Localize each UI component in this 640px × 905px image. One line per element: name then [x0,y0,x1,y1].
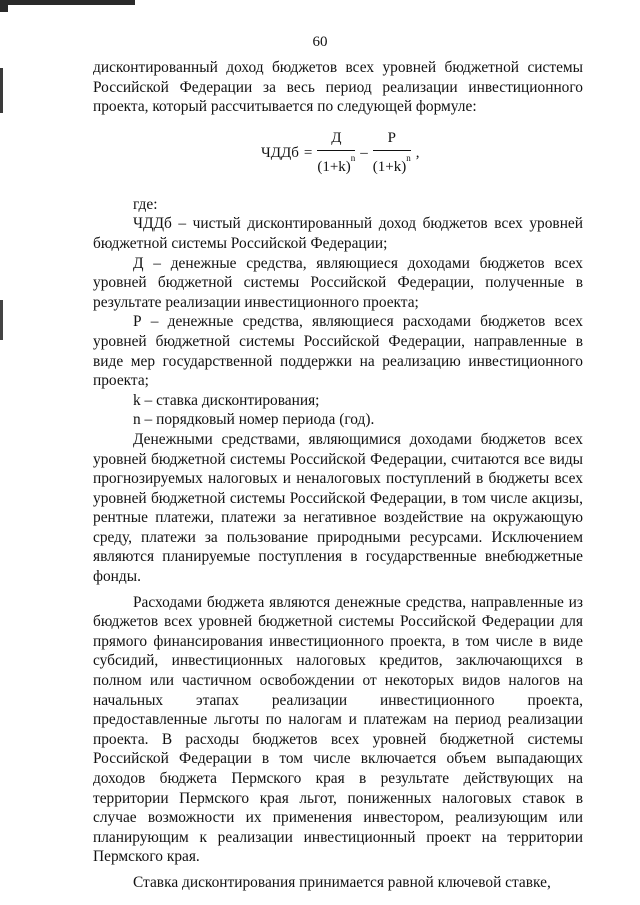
denominator-exponent: n [350,153,356,164]
body-paragraph: Денежными средствами, являющимися доходами бюджетов всех уровней бюджетной системы Российской Федерации, считаются все виды прогнозируемых налоговых и неналоговых поступлений в бюджеты всех уровней бюджетной системы Российской Федерации, в том числе акцизы, рентные платежи, платежи за негативное воздействие на окружающую среду, платежи за пользование природными ресурсами. Исключением являются планируемые поступления в государственные внебюджетные фонды. [93,430,583,586]
page-number: 60 [312,34,328,50]
definition-item: n – порядковый номер периода (год). [133,411,375,429]
fraction-income-numerator: Д [331,129,342,146]
definition-item: Д – денежные средства, являющиеся доходами бюджетов всех уровней бюджетной системы Российской Федерации, полученные в результате реализации инвестиционного проекта; [93,254,583,311]
fraction-expense-denominator [373,151,411,178]
definition-item: Р – денежные средства, являющиеся расходами бюджетов всех уровней бюджетной системы Российской Федерации, направленные в виде мер государственной поддержки на реализацию инвестиционного проекта; [93,313,583,390]
scan-border-left-lower [0,300,3,340]
document-body [93,58,583,893]
scan-border-corner [0,0,8,12]
scan-border-left [0,68,3,113]
body-paragraph: Расходами бюджета являются денежные средства, направленные из бюджетов всех уровней бюджетной системы Российской Федерации для прямого финансирования инвестиционного проекта, в том числе в виде субсидий, инвестиционных налоговых кредитов, заключающихся в полном или частичном освобождении от некоторых видов налогов на начальных этапах реализации инвестиционного проекта, предоставленные льготы по налогам и платежам на период реализации проекта. В расходы бюджетов всех уровней бюджетной системы Российской Федерации в том числе включается объем выпадающих доходов бюджета Пермского края в результате действующих на территории Пермского края льгот, пониженных налоговых ставок в случае возможности их применения инвестором, реализующим или планирующим к реализации инвестиционный проект на территории Пермского края. [93,593,583,866]
definition-item: ЧДДб – чистый дисконтированный доход бюджетов всех уровней бюджетной системы Российской Федерации; [93,215,583,252]
where-label: где: [133,195,158,213]
denominator-exponent: n [406,153,411,164]
definition-item: k – ставка дисконтирования; [133,391,320,409]
fraction-income-denominator [317,151,355,178]
scan-border-top [0,0,135,5]
intro-paragraph: дисконтированный доход бюджетов всех уровней бюджетной системы Российской Федерации за весь период реализации инвестиционного проекта, который рассчитывается по следующей формуле: [93,59,583,116]
denominator-base: (1+k) [372,159,407,176]
formula [261,129,419,178]
fraction-expense-numerator: Р [387,129,396,146]
fraction-income [317,129,355,178]
formula-equals: = [303,144,313,161]
formula-comma: , [415,144,420,161]
fraction-expense [373,129,411,178]
denominator-base: (1+k) [317,159,351,176]
formula-minus: – [360,144,368,161]
body-paragraph: Ставка дисконтирования принимается равной ключевой ставке, [133,873,551,891]
formula-block [93,123,583,195]
formula-lhs: ЧДДб [261,144,299,161]
